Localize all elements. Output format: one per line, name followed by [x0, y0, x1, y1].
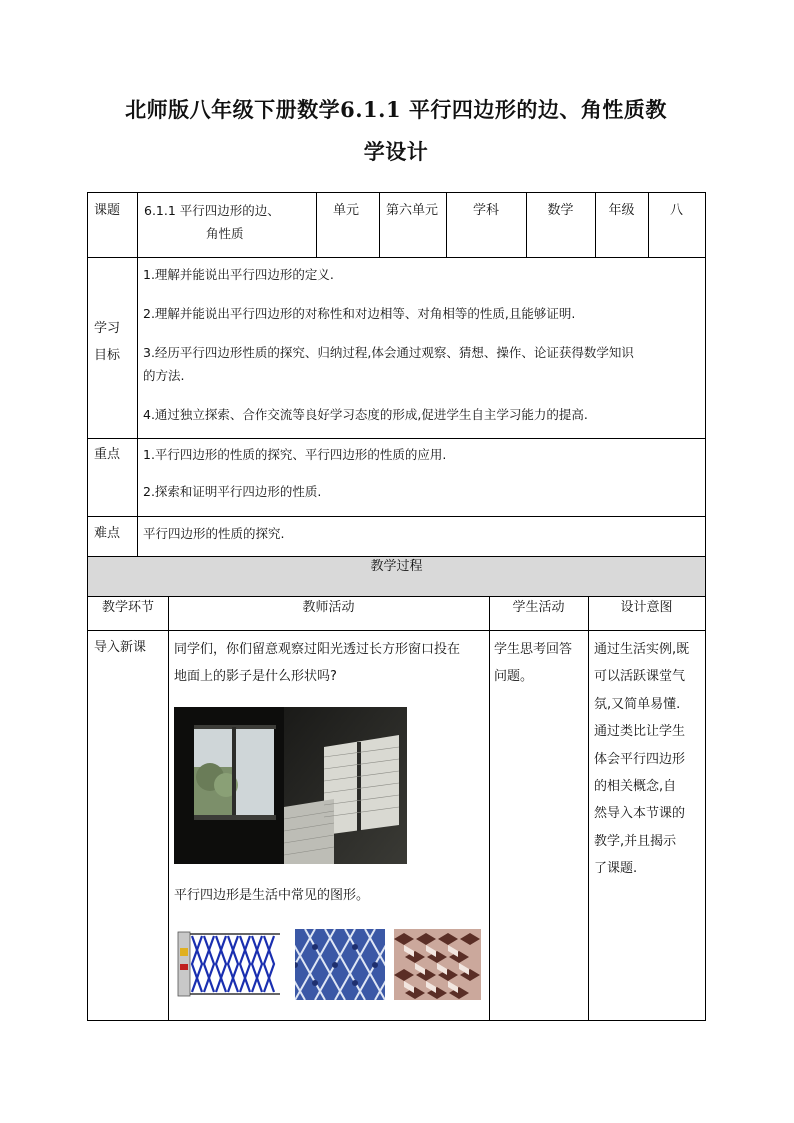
column-header-student: 学生活动 — [512, 600, 565, 615]
cube-tile-pattern — [394, 929, 481, 1000]
window-shadow-photo-graphic — [174, 707, 407, 864]
teacher-text-line-2: 地面上的影子是什么形状吗? — [174, 669, 337, 684]
blue-lattice-graphic — [295, 929, 385, 1000]
cube-tile-graphic — [394, 929, 481, 1000]
teacher-text-line-3: 平行四边形是生活中常见的图形。 — [174, 888, 370, 903]
objective-item: 2.理解并能说出平行四边形的对称性和对边相等、对角相等的性质,且能够证明. — [143, 306, 576, 321]
subject-value: 数学 — [547, 203, 574, 218]
column-header-teacher: 教师活动 — [302, 600, 355, 615]
objective-item: 3.经历平行四边形性质的探究、归纳过程,体会通过观察、猜想、操作、论证获得数学知识 — [143, 345, 634, 360]
objective-item-continued: 的方法. — [143, 368, 185, 383]
document-title-line-2: 学设计 — [363, 139, 429, 164]
objectives-label-line-1: 学习 — [94, 321, 121, 336]
lesson-title-line-1: 6.1.1 平行四边形的边、 — [144, 203, 280, 218]
folding-gate-photo — [176, 928, 282, 1000]
window-shadow-photo — [174, 707, 407, 864]
lesson-label: 课题 — [94, 203, 121, 218]
intent-line: 体会平行四边形 — [594, 751, 686, 767]
intent-line: 通过生活实例,既 — [594, 642, 690, 657]
stage-intro: 导入新课 — [94, 640, 147, 655]
intent-line: 的相关概念,自 — [594, 779, 677, 795]
objectives-list — [143, 263, 703, 426]
unit-label: 单元 — [333, 203, 360, 218]
intent-line: 通过类比让学生 — [594, 724, 686, 740]
column-header-stage: 教学环节 — [101, 600, 154, 615]
objectives-label-line-2: 目标 — [94, 348, 121, 363]
folding-gate-graphic — [176, 928, 282, 1000]
intent-line: 可以活跃课堂气 — [594, 669, 686, 685]
teacher-activity — [174, 636, 486, 690]
intent-line: 了课题. — [594, 861, 638, 877]
lesson-plan-table — [87, 192, 706, 1021]
grade-label: 年级 — [608, 203, 635, 218]
subject-label: 学科 — [472, 203, 499, 218]
key-point-item: 1.平行四边形的性质的探究、平行四边形的性质的应用. — [143, 447, 447, 462]
grade-value: 八 — [669, 203, 683, 218]
student-activity — [494, 636, 586, 690]
intent-line: 然导入本节课的 — [594, 806, 686, 822]
objective-item: 1.理解并能说出平行四边形的定义. — [143, 267, 334, 282]
difficulty-text: 平行四边形的性质的探究. — [143, 526, 285, 541]
blue-lattice-pattern — [295, 929, 385, 1000]
objectives-label — [94, 315, 120, 369]
design-intent — [594, 636, 704, 883]
student-text-line-1: 学生思考回答 — [494, 642, 573, 657]
process-heading: 教学过程 — [370, 559, 423, 574]
student-text-line-2: 问题。 — [494, 669, 534, 684]
lesson-title — [144, 199, 312, 245]
intent-line: 教学,并且揭示 — [594, 833, 677, 849]
lesson-title-line-2: 角性质 — [206, 226, 244, 241]
unit-value: 第六单元 — [386, 203, 439, 218]
intent-line: 氛,又简单易懂. — [594, 696, 681, 712]
teacher-text-line-1: 同学们，你们留意观察过阳光透过长方形窗口投在 — [174, 642, 461, 657]
document-title-line-1: 北师版八年级下册数学6.1.1 平行四边形的边、角性质教 — [125, 97, 667, 122]
key-points-list — [143, 443, 703, 503]
key-point-item: 2.探索和证明平行四边形的性质. — [143, 484, 322, 499]
column-header-intent: 设计意图 — [620, 600, 673, 615]
key-points-label: 重点 — [94, 447, 121, 462]
difficulty-label: 难点 — [94, 526, 121, 541]
objective-item: 4.通过独立探索、合作交流等良好学习态度的形成,促进学生自主学习能力的提高. — [143, 407, 588, 422]
